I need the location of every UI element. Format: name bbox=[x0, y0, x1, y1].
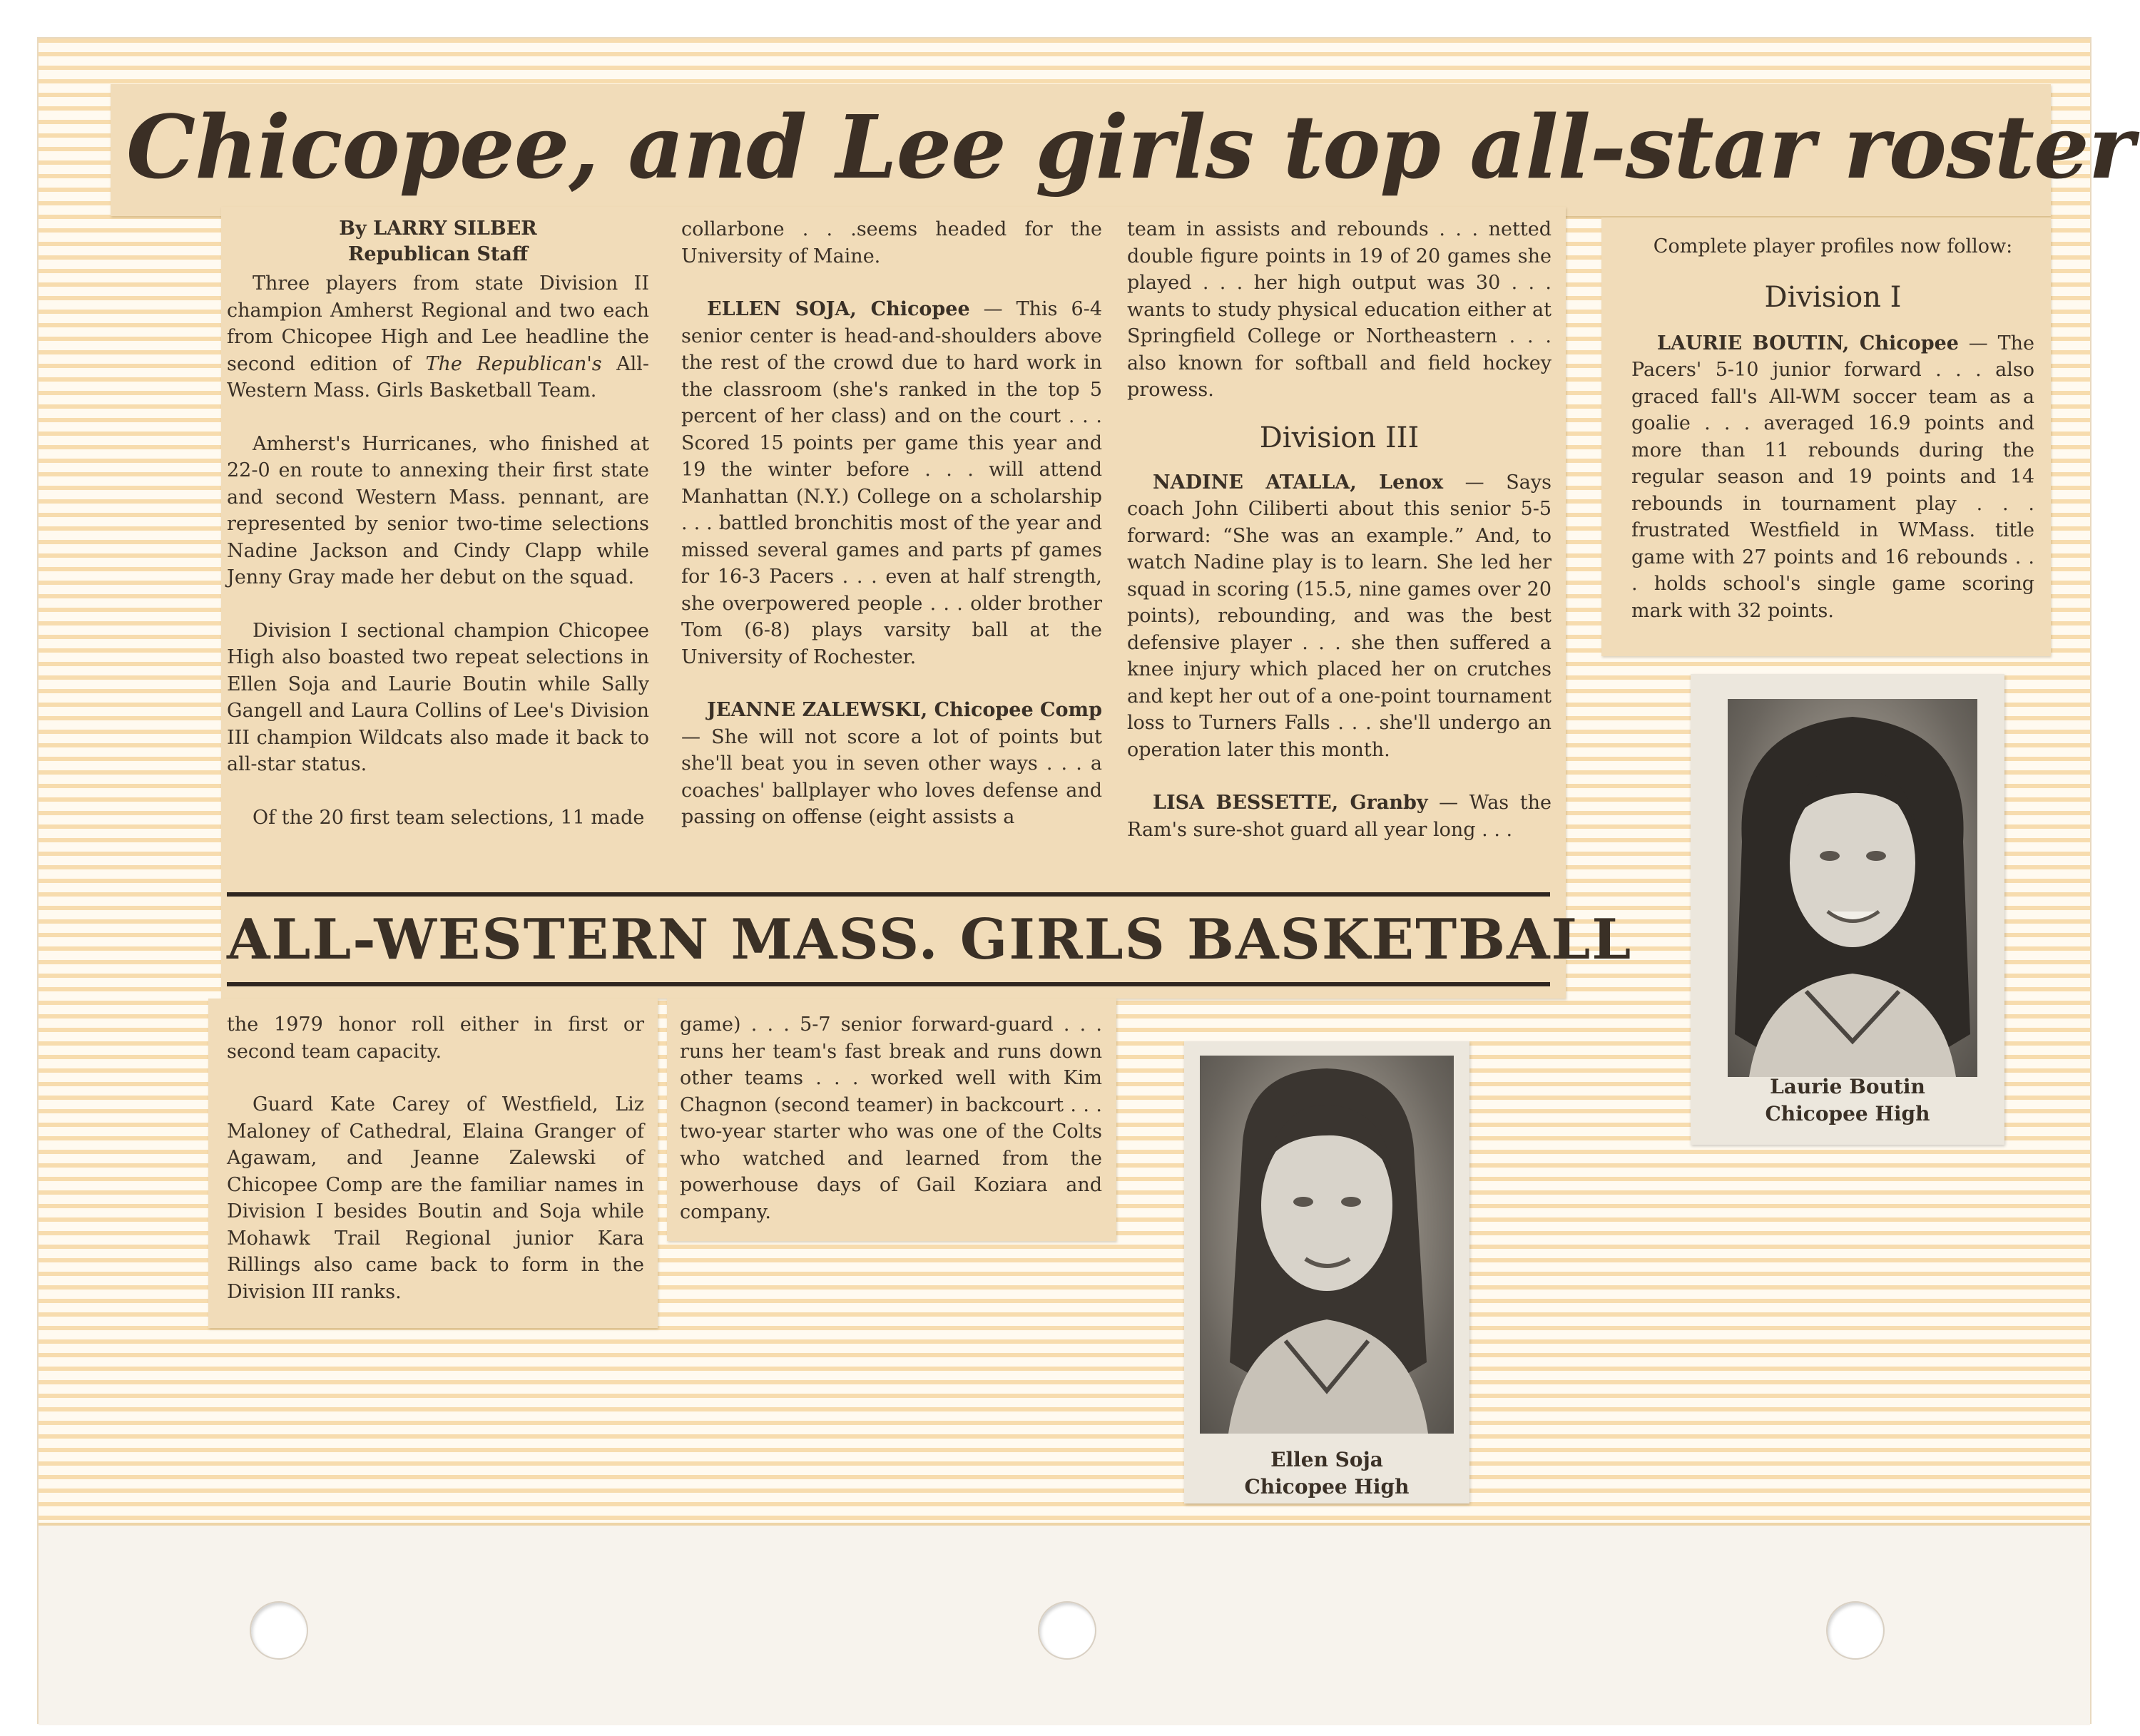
banner-rule-top bbox=[227, 892, 1550, 897]
player-photo-boutin bbox=[1728, 699, 1977, 1077]
photo-caption-name: Ellen Soja bbox=[1270, 1448, 1383, 1471]
article-column-4 bbox=[1631, 233, 2034, 624]
article-paragraph: team in assists and rebounds . . . netted double figure points in 19 of 20 games she played . . . her high output was 30 . . . wants to study physical education either at Springfield College or Northeastern . . . also known for softball and field hockey prowess. bbox=[1127, 218, 1552, 401]
headline-clipping bbox=[111, 84, 2134, 216]
article-column-2 bbox=[681, 216, 1102, 831]
player-profile-zalewski: JEANNE ZALEWSKI, Chicopee Comp — She will not score a lot of points but she'll beat you in seven other ways . . . a coaches' ballplayer who loves defense and passing on offense (eight assists a bbox=[681, 699, 1102, 828]
article-paragraph: Amherst's Hurricanes, who finished at 22-0 en route to annexing their first state and second Western Mass. pennant, are represented by senior two-time selections Nadine Jackson and Cindy Clapp while Jenny Gray made her debut on the squad. bbox=[227, 432, 649, 588]
byline-author: By LARRY SILBER bbox=[339, 218, 537, 240]
headline: Chicopee, and Lee girls top all-star roster bbox=[126, 96, 2134, 198]
player-photo-soja bbox=[1200, 1056, 1454, 1434]
photo-caption-name: Laurie Boutin bbox=[1770, 1075, 1925, 1098]
player-name: JEANNE ZALEWSKI, Chicopee Comp bbox=[707, 699, 1102, 721]
article-paragraph: Guard Kate Carey of Westfield, Liz Maloney of Cathedral, Elaina Granger of Agawam, and Jeanne Zalewski of Chicopee Comp are the familiar names in Division I besides Boutin and Soja while Mohawk Trail Regional junior Kara Rillings also came back to form in the Division III ranks. bbox=[227, 1093, 644, 1303]
continuation-column-left bbox=[227, 1011, 644, 1305]
player-profile-soja: ELLEN SOJA, Chicopee — This 6-4 senior center is head-and-shoulders above the rest of the crowd due to hard work in the classroom (she's ranked in the top 5 percent of her class) and on the court . . . Scored 15 points per game this year and 19 the winter before . . . will attend Manhattan (N.Y.) College on a scholarship . . . battled bronchitis most of the year and missed several games and parts pf games for 16-3 Pacers . . . even at half strength, she overpowered people . . . older brother Tom (6-8) plays varsity ball at the University of Rochester. bbox=[681, 298, 1102, 668]
article-paragraph: collarbone . . .seems headed for the University of Maine. bbox=[681, 218, 1102, 267]
punch-hole-left bbox=[250, 1601, 308, 1660]
article-paragraph: Of the 20 first team selections, 11 made bbox=[253, 806, 645, 829]
player-profile-boutin: LAURIE BOUTIN, Chicopee — The Pacers' 5-10 junior forward . . . also graced fall's All-WM soccer team as a goalie . . . averaged 16.9 points and more than 11 rebounds during the regular season and 19 points and 14 rebounds in tournament play . . . frustrated Westfield in WMass. title game with 27 points and 16 rebounds . . . holds school's single game scoring mark with 32 points. bbox=[1631, 332, 2034, 622]
player-name: LAURIE BOUTIN, Chicopee bbox=[1657, 332, 1959, 354]
article-paragraph: Three players from state Division II champion Amherst Regional and two each from Chicopee High and Lee headline the second edition of The Republican's All-Western Mass. Girls Basketball Team. bbox=[227, 272, 649, 402]
article-column-3 bbox=[1127, 216, 1552, 843]
continuation-clipping-left bbox=[208, 999, 658, 1328]
punch-hole-center bbox=[1038, 1601, 1096, 1660]
section-banner bbox=[227, 888, 1633, 995]
photo-caption-school: Chicopee High bbox=[1765, 1102, 1930, 1125]
photo-clipping-soja bbox=[1184, 1041, 1469, 1503]
banner-title: ALL-WESTERN MASS. GIRLS BASKETBALL bbox=[227, 907, 1633, 972]
photo-clipping-boutin bbox=[1691, 674, 2004, 1145]
player-name: NADINE ATALLA, Lenox bbox=[1153, 471, 1444, 494]
photo-caption-school: Chicopee High bbox=[1244, 1475, 1410, 1498]
banner-rule-bottom bbox=[227, 982, 1550, 986]
player-name: LISA BESSETTE, Granby bbox=[1153, 792, 1428, 814]
player-profile-atalla: NADINE ATALLA, Lenox — Says coach John Ciliberti about this senior 5-5 forward: “She was an example.” And, to watch Nadine play is to learn. She led her squad in scoring (15.5, nine games over 20 points), rebounding, and was the best defensive player . . . she then suffered a knee injury which placed her on crutches and kept her out of a one-point tournament loss to Turners Falls . . . she'll undergo an operation later this month. bbox=[1127, 471, 1552, 761]
division-heading: Division III bbox=[1259, 421, 1420, 454]
profiles-clipping bbox=[1601, 218, 2051, 656]
portrait-boutin bbox=[1728, 699, 1977, 1077]
article-column-1 bbox=[227, 216, 649, 831]
punch-hole-right bbox=[1826, 1601, 1885, 1660]
publication-name: The Republican's bbox=[425, 352, 602, 375]
portrait-soja bbox=[1200, 1056, 1454, 1434]
article-paragraph: the 1979 honor roll either in first or second team capacity. bbox=[227, 1013, 644, 1063]
continuation-clipping-middle bbox=[667, 999, 1116, 1241]
player-profile-bessette: LISA BESSETTE, Granby — Was the Ram's sure-shot guard all year long . . . bbox=[1127, 792, 1552, 841]
article-paragraph: Division I sectional champion Chicopee High also boasted two repeat selections in Ellen Soja and Laurie Boutin while Sally Gangell and Laura Collins of Lee's Division III champion Wildcats also made it back to all-star status. bbox=[227, 619, 649, 775]
division-heading: Division I bbox=[1764, 280, 1902, 314]
player-name: ELLEN SOJA, Chicopee bbox=[707, 298, 970, 320]
article-paragraph: game) . . . 5-7 senior forward-guard . . . runs her team's fast break and runs down other teams . . . worked well with Kim Chagnon (second teamer) in backcourt . . . two-year starter who was one of the Colts who watched and learned from the powerhouse days of Gail Koziara and company. bbox=[680, 1013, 1102, 1223]
continuation-column-middle bbox=[680, 1011, 1102, 1225]
profiles-intro: Complete player profiles now follow: bbox=[1653, 235, 2013, 257]
byline-staff: Republican Staff bbox=[347, 243, 529, 265]
